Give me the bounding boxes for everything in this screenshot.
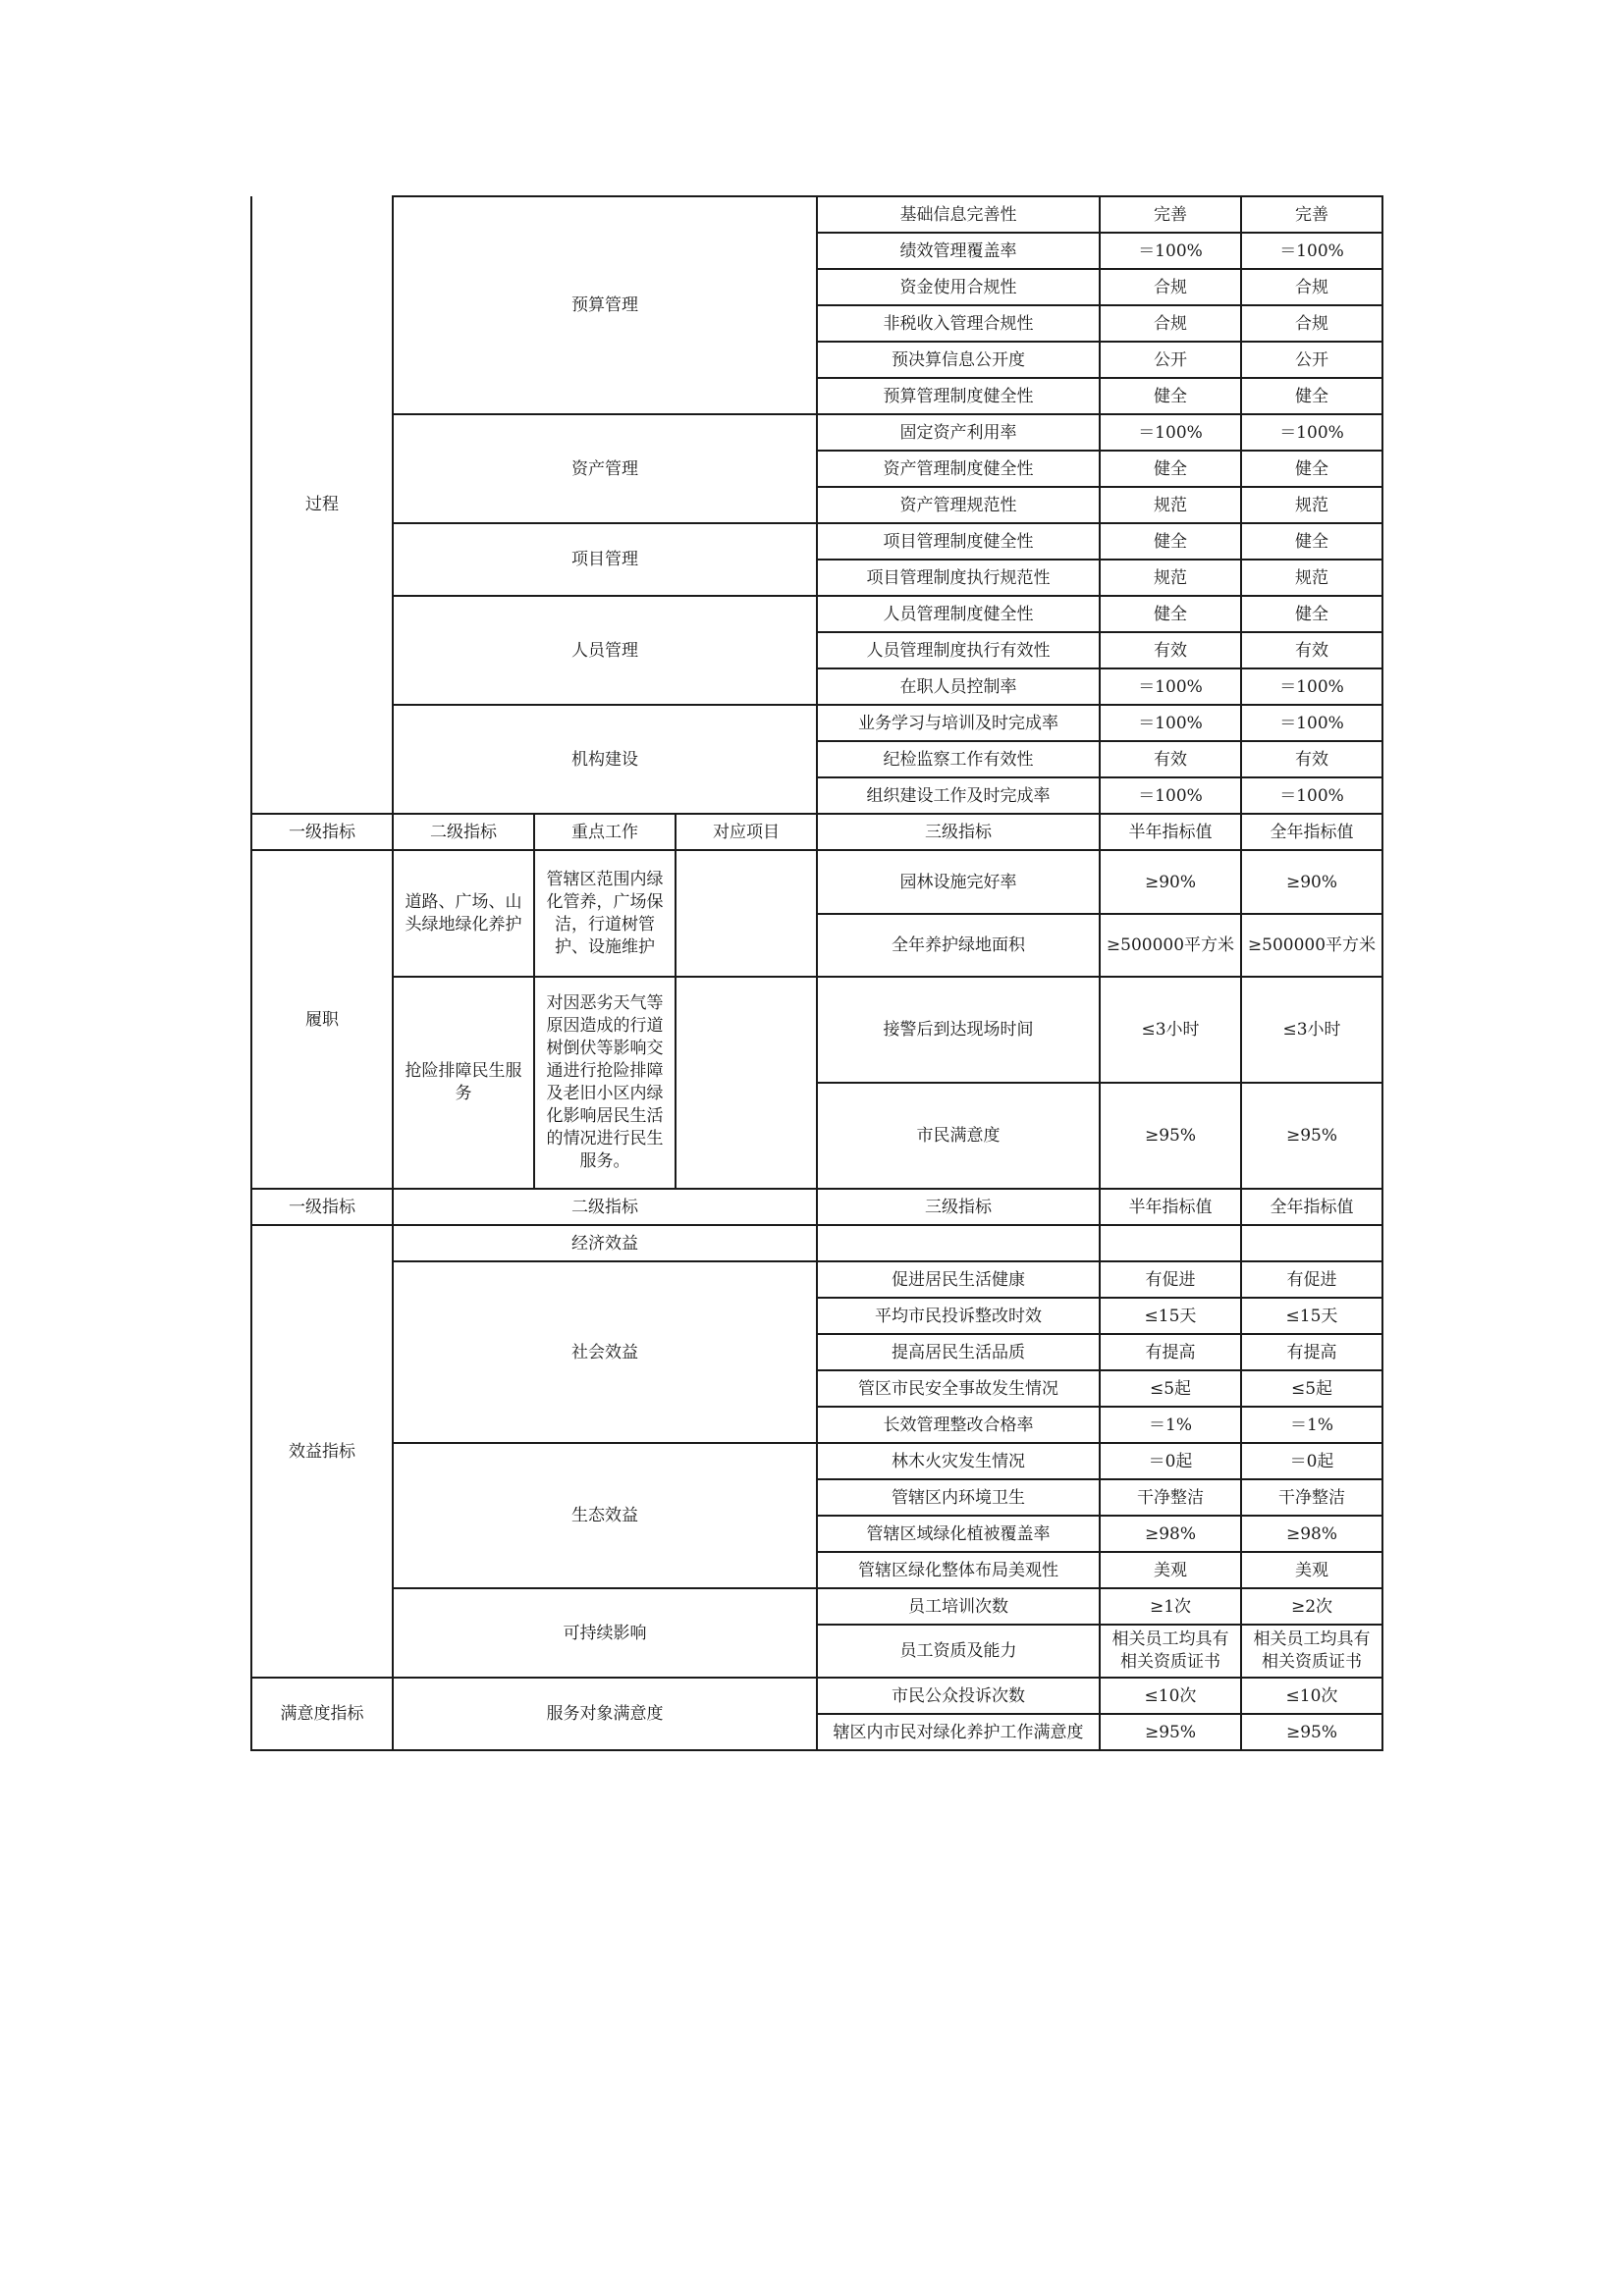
process-level1-label: 过程 — [251, 196, 393, 814]
full-year-target: ≤10次 — [1241, 1678, 1382, 1714]
full-year-target: ≥2次 — [1241, 1588, 1382, 1625]
table-row — [251, 1443, 1382, 1479]
level3-indicator: 市民公众投诉次数 — [817, 1678, 1100, 1714]
level3-indicator: 平均市民投诉整改时效 — [817, 1298, 1100, 1334]
level3-indicator: 管辖区绿化整体布局美观性 — [817, 1552, 1100, 1588]
full-year-target: 健全 — [1241, 378, 1382, 414]
table-row — [251, 414, 1382, 451]
half-year-target: ＝100% — [1100, 414, 1241, 451]
table-row — [251, 850, 1382, 914]
satisfaction-level1-label: 满意度指标 — [251, 1678, 393, 1750]
full-year-target: 有提高 — [1241, 1334, 1382, 1370]
level2-group: 项目管理 — [393, 523, 817, 596]
half-year-target: ＝1% — [1100, 1407, 1241, 1443]
header-cell: 重点工作 — [534, 814, 676, 850]
level3-indicator: 辖区内市民对绿化养护工作满意度 — [817, 1714, 1100, 1750]
half-year-target: ≥98% — [1100, 1516, 1241, 1552]
full-year-target: ＝1% — [1241, 1407, 1382, 1443]
half-year-target: ＝100% — [1100, 668, 1241, 705]
level3-indicator: 非税收入管理合规性 — [817, 305, 1100, 342]
level3-indicator: 预算管理制度健全性 — [817, 378, 1100, 414]
level3-indicator: 预决算信息公开度 — [817, 342, 1100, 378]
header-cell: 全年指标值 — [1241, 814, 1382, 850]
full-year-target: ＝100% — [1241, 414, 1382, 451]
level3-indicator: 在职人员控制率 — [817, 668, 1100, 705]
full-year-target: ≤15天 — [1241, 1298, 1382, 1334]
half-year-target: 健全 — [1100, 451, 1241, 487]
performance-indicator-table — [250, 195, 1383, 1751]
level3-indicator: 促进居民生活健康 — [817, 1261, 1100, 1298]
full-year-target: ≥95% — [1241, 1714, 1382, 1750]
level3-indicator: 资产管理制度健全性 — [817, 451, 1100, 487]
header-cell: 二级指标 — [393, 814, 534, 850]
key-work: 管辖区范围内绿化管养，广场保洁，行道树管护、设施维护 — [534, 850, 676, 977]
half-year-target: ≥500000平方米 — [1100, 914, 1241, 977]
key-work: 对因恶劣天气等原因造成的行道树倒伏等影响交通进行抢险排障及老旧小区内绿化影响居民生活的情况进行民生服务。 — [534, 977, 676, 1189]
full-year-target: ＝100% — [1241, 777, 1382, 814]
level3-indicator: 管辖区域绿化植被覆盖率 — [817, 1516, 1100, 1552]
header-cell: 全年指标值 — [1241, 1189, 1382, 1225]
full-year-target: 公开 — [1241, 342, 1382, 378]
level3-indicator: 提高居民生活品质 — [817, 1334, 1100, 1370]
full-year-target: 合规 — [1241, 269, 1382, 305]
full-year-target — [1241, 1225, 1382, 1261]
half-year-target: 健全 — [1100, 378, 1241, 414]
half-year-target: ≤15天 — [1100, 1298, 1241, 1334]
level3-indicator: 林木火灾发生情况 — [817, 1443, 1100, 1479]
half-year-target: 规范 — [1100, 560, 1241, 596]
level3-indicator: 接警后到达现场时间 — [817, 977, 1100, 1083]
level3-indicator: 人员管理制度健全性 — [817, 596, 1100, 632]
full-year-target: 干净整洁 — [1241, 1479, 1382, 1516]
full-year-target: ＝100% — [1241, 668, 1382, 705]
level2-group: 社会效益 — [393, 1261, 817, 1443]
half-year-target: ≥95% — [1100, 1083, 1241, 1189]
full-year-target: ≥98% — [1241, 1516, 1382, 1552]
half-year-target: 美观 — [1100, 1552, 1241, 1588]
full-year-target: ≤3小时 — [1241, 977, 1382, 1083]
table-row — [251, 977, 1382, 1083]
related-project — [676, 977, 817, 1189]
level2-group: 经济效益 — [393, 1225, 817, 1261]
level2-group: 预算管理 — [393, 196, 817, 414]
full-year-target: ≥95% — [1241, 1083, 1382, 1189]
full-year-target: 完善 — [1241, 196, 1382, 233]
table-row — [251, 523, 1382, 560]
half-year-target: ＝100% — [1100, 705, 1241, 741]
full-year-target: ≥500000平方米 — [1241, 914, 1382, 977]
table-row — [251, 1189, 1382, 1225]
half-year-target: ≥95% — [1100, 1714, 1241, 1750]
full-year-target: 规范 — [1241, 487, 1382, 523]
header-cell: 半年指标值 — [1100, 814, 1241, 850]
level3-indicator: 纪检监察工作有效性 — [817, 741, 1100, 777]
half-year-target: ＝0起 — [1100, 1443, 1241, 1479]
benefit-level1-label: 效益指标 — [251, 1225, 393, 1678]
level3-indicator: 长效管理整改合格率 — [817, 1407, 1100, 1443]
level3-indicator: 绩效管理覆盖率 — [817, 233, 1100, 269]
header-cell: 对应项目 — [676, 814, 817, 850]
half-year-target: 公开 — [1100, 342, 1241, 378]
level3-indicator: 市民满意度 — [817, 1083, 1100, 1189]
full-year-target: 相关员工均具有相关资质证书 — [1241, 1625, 1382, 1678]
level2-group: 服务对象满意度 — [393, 1678, 817, 1750]
full-year-target: ＝0起 — [1241, 1443, 1382, 1479]
table-row — [251, 196, 1382, 233]
table-row — [251, 1225, 1382, 1261]
half-year-target: 健全 — [1100, 523, 1241, 560]
level2-group: 生态效益 — [393, 1443, 817, 1588]
full-year-target: 健全 — [1241, 451, 1382, 487]
level2-group: 人员管理 — [393, 596, 817, 705]
half-year-target: 完善 — [1100, 196, 1241, 233]
header-cell: 三级指标 — [817, 1189, 1100, 1225]
header-cell: 一级指标 — [251, 1189, 393, 1225]
level3-indicator: 管辖区内环境卫生 — [817, 1479, 1100, 1516]
half-year-target: ≤10次 — [1100, 1678, 1241, 1714]
table-row — [251, 1588, 1382, 1625]
level3-indicator: 项目管理制度健全性 — [817, 523, 1100, 560]
half-year-target: ≥1次 — [1100, 1588, 1241, 1625]
level2-indicator: 抢险排障民生服务 — [393, 977, 534, 1189]
level3-indicator: 全年养护绿地面积 — [817, 914, 1100, 977]
header-cell: 三级指标 — [817, 814, 1100, 850]
half-year-target: ≥90% — [1100, 850, 1241, 914]
level3-indicator: 园林设施完好率 — [817, 850, 1100, 914]
half-year-target: 有效 — [1100, 632, 1241, 668]
table-row — [251, 596, 1382, 632]
duty-level1-label: 履职 — [251, 850, 393, 1189]
level2-indicator: 道路、广场、山头绿地绿化养护 — [393, 850, 534, 977]
table-row — [251, 705, 1382, 741]
level2-group: 机构建设 — [393, 705, 817, 814]
half-year-target: 合规 — [1100, 305, 1241, 342]
related-project — [676, 850, 817, 977]
full-year-target: 健全 — [1241, 523, 1382, 560]
half-year-target: 健全 — [1100, 596, 1241, 632]
level3-indicator: 基础信息完善性 — [817, 196, 1100, 233]
level3-indicator: 组织建设工作及时完成率 — [817, 777, 1100, 814]
level3-indicator — [817, 1225, 1100, 1261]
half-year-target: 规范 — [1100, 487, 1241, 523]
full-year-target: 健全 — [1241, 596, 1382, 632]
full-year-target: 美观 — [1241, 1552, 1382, 1588]
table-row — [251, 814, 1382, 850]
half-year-target — [1100, 1225, 1241, 1261]
full-year-target: ≤5起 — [1241, 1370, 1382, 1407]
level3-indicator: 资产管理规范性 — [817, 487, 1100, 523]
half-year-target: 相关员工均具有相关资质证书 — [1100, 1625, 1241, 1678]
full-year-target: 有促进 — [1241, 1261, 1382, 1298]
full-year-target: ＝100% — [1241, 233, 1382, 269]
header-cell: 一级指标 — [251, 814, 393, 850]
level3-indicator: 项目管理制度执行规范性 — [817, 560, 1100, 596]
level3-indicator: 员工资质及能力 — [817, 1625, 1100, 1678]
level3-indicator: 固定资产利用率 — [817, 414, 1100, 451]
table-row — [251, 1261, 1382, 1298]
full-year-target: 有效 — [1241, 632, 1382, 668]
half-year-target: ≤5起 — [1100, 1370, 1241, 1407]
header-cell: 二级指标 — [393, 1189, 817, 1225]
full-year-target: 合规 — [1241, 305, 1382, 342]
level3-indicator: 管区市民安全事故发生情况 — [817, 1370, 1100, 1407]
half-year-target: ＝100% — [1100, 233, 1241, 269]
level2-group: 可持续影响 — [393, 1588, 817, 1678]
full-year-target: 规范 — [1241, 560, 1382, 596]
level2-group: 资产管理 — [393, 414, 817, 523]
table-row — [251, 1678, 1382, 1714]
level3-indicator: 资金使用合规性 — [817, 269, 1100, 305]
half-year-target: 合规 — [1100, 269, 1241, 305]
half-year-target: ≤3小时 — [1100, 977, 1241, 1083]
half-year-target: ＝100% — [1100, 777, 1241, 814]
full-year-target: ≥90% — [1241, 850, 1382, 914]
level3-indicator: 人员管理制度执行有效性 — [817, 632, 1100, 668]
half-year-target: 有提高 — [1100, 1334, 1241, 1370]
half-year-target: 有促进 — [1100, 1261, 1241, 1298]
level3-indicator: 业务学习与培训及时完成率 — [817, 705, 1100, 741]
half-year-target: 有效 — [1100, 741, 1241, 777]
full-year-target: 有效 — [1241, 741, 1382, 777]
level3-indicator: 员工培训次数 — [817, 1588, 1100, 1625]
full-year-target: ＝100% — [1241, 705, 1382, 741]
half-year-target: 干净整洁 — [1100, 1479, 1241, 1516]
header-cell: 半年指标值 — [1100, 1189, 1241, 1225]
